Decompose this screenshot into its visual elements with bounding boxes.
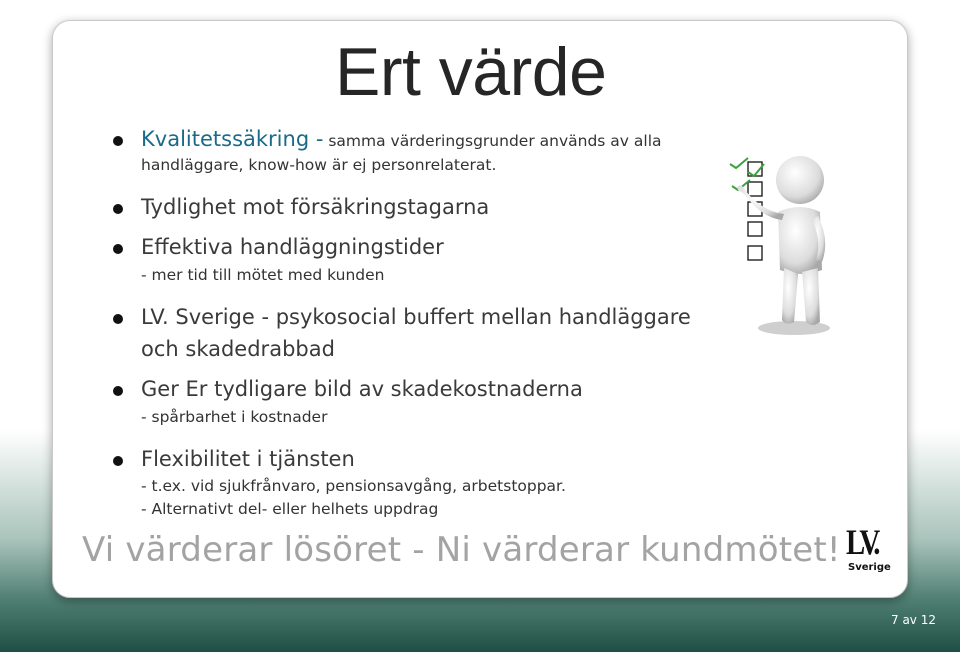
bullet-icon	[113, 244, 123, 254]
list-item: LV. Sverige - psykosocial buffert mellan handläggare	[141, 305, 691, 329]
list-item: Effektiva handläggningstider	[141, 235, 444, 259]
bullet-icon	[113, 456, 123, 466]
page-number: 7 av 12	[891, 613, 936, 627]
slogan: Vi värderar lösöret - Ni värderar kundmötet!	[82, 530, 841, 570]
logo-mark: LV.	[846, 522, 878, 562]
item-lead: Kvalitetssäkring -	[141, 127, 324, 151]
bullet-icon	[113, 386, 123, 396]
list-item: Tydlighet mot försäkringstagarna	[141, 195, 490, 219]
logo-subtext: Sverige	[848, 562, 891, 573]
item-text-continued: och skadedrabbad	[141, 337, 335, 361]
list-item: Ger Er tydligare bild av skadekostnaderna	[141, 377, 583, 401]
item-text: samma värderingsgrunder används av alla	[323, 132, 662, 150]
item-sub: - Alternativt del- eller helhets uppdrag	[141, 500, 439, 518]
list-item	[141, 127, 662, 151]
item-sub: - mer tid till mötet med kunden	[141, 266, 385, 284]
lv-logo	[846, 522, 891, 576]
item-text-continued: handläggare, know-how är ej personrelaterat.	[141, 156, 497, 174]
item-sub: - spårbarhet i kostnader	[141, 408, 328, 426]
item-sub: - t.ex. vid sjukfrånvaro, pensionsavgång, arbetstoppar.	[141, 477, 566, 495]
bullet-icon	[113, 204, 123, 214]
bullet-icon	[113, 136, 123, 146]
slide-title: Ert värde	[335, 34, 607, 110]
list-item: Flexibilitet i tjänsten	[141, 447, 355, 471]
bullet-icon	[113, 314, 123, 324]
checklist-figure-icon	[722, 150, 842, 340]
